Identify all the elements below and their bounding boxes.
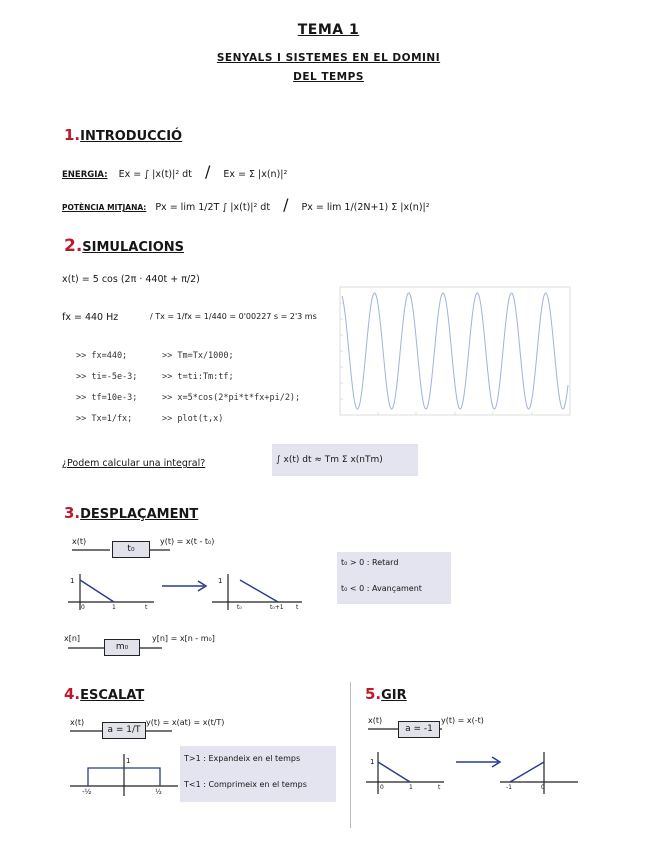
note-delay: t₀ > 0 : Retard — [341, 558, 399, 567]
cosine-plot — [338, 285, 572, 419]
power-row: POTÈNCIA MITJANA: Px = lim 1/2T ∫ |x(t)|² dt / Px = lim 1/(2N+1) Σ |x(n)|² — [62, 195, 430, 214]
scale-plot-left: -½ — [82, 788, 92, 796]
code-line: >> tf=10e-3; — [76, 393, 138, 403]
note-expand: T>1 : Expandeix en el temps — [184, 754, 301, 763]
code-line: >> plot(t,x) — [162, 414, 224, 424]
discrete-shift-block: m₀ — [104, 639, 140, 656]
shift-plot2-y: 1 — [218, 577, 223, 585]
flip-arrow — [454, 756, 504, 768]
section-number: 4. — [64, 685, 81, 703]
frequency-equation: fx = 440 Hz — [62, 312, 119, 323]
section-number: 3. — [64, 504, 81, 522]
section-title: GIR — [381, 688, 407, 703]
scale-notes-box — [180, 746, 336, 802]
code-block-left — [76, 346, 137, 430]
section-1-heading — [64, 125, 182, 144]
shift-plot-shifted — [212, 572, 304, 612]
signal-equation: x(t) = 5 cos (2π · 440t + π/2) — [62, 274, 200, 285]
section-title: DESPLAÇAMENT — [80, 507, 199, 522]
energy-row: ENERGIA: Ex = ∫ |x(t)|² dt / Ex = Σ |x(n)|² — [62, 162, 288, 181]
section-number: 1. — [64, 126, 81, 144]
shift-plot2-axis: t — [296, 604, 299, 611]
power-formula-discrete: Px = lim 1/(2N+1) Σ |x(n)|² — [301, 202, 430, 213]
energy-label: ENERGIA: — [62, 170, 108, 180]
note-advance: t₀ < 0 : Avançament — [341, 584, 422, 593]
integral-answer: ∫ x(t) dt ≈ Tm Σ x(nTm) — [272, 444, 418, 476]
section-title: ESCALAT — [80, 688, 145, 703]
shift-notes-box — [337, 552, 451, 604]
shift-plot1-x2: 1 — [112, 604, 116, 611]
shift-input-label: x(t) — [72, 537, 87, 546]
section-number: 2. — [64, 236, 83, 256]
note-compress: T<1 : Comprimeix en el temps — [184, 780, 307, 789]
shift-plot1-x1: 0 — [81, 604, 85, 611]
code-line: >> ti=-5e-3; — [76, 372, 138, 382]
flip-output-label: y(t) = x(-t) — [441, 716, 484, 725]
flip-plot-original — [366, 750, 446, 796]
flip-plot1-x2: 1 — [409, 784, 413, 791]
shift-plot1-y: 1 — [70, 577, 75, 585]
flip-plot2-x2: 0 — [541, 784, 545, 791]
section-title: INTRODUCCIÓ — [80, 129, 183, 144]
code-line: >> t=ti:Tm:tf; — [162, 372, 234, 382]
scale-block: a = 1/T — [102, 722, 146, 739]
scale-input-label: x(t) — [70, 718, 85, 727]
code-block-right — [162, 346, 300, 430]
flip-input-label: x(t) — [368, 716, 383, 725]
scale-output-label: y(t) = x(at) = x(t/T) — [146, 718, 225, 727]
section-2-heading — [64, 236, 184, 256]
shift-block: t₀ — [112, 541, 150, 558]
energy-formula-discrete: Ex = Σ |x(n)|² — [223, 169, 288, 180]
section-number: 5. — [365, 685, 382, 703]
discrete-shift-input: x[n] — [64, 634, 81, 643]
shift-plot1-axis: t — [145, 604, 148, 611]
code-line: >> x=5*cos(2*pi*t*fx+pi/2); — [162, 393, 301, 403]
flip-plot2-x1: -1 — [506, 784, 512, 791]
shift-plot2-x2: t₀+1 — [270, 604, 284, 611]
energy-formula-continuous: Ex = ∫ |x(t)|² dt — [118, 169, 192, 180]
page-title: TEMA 1 — [297, 22, 360, 38]
flip-plot-flipped — [500, 750, 580, 796]
flip-plot1-axis: t — [438, 784, 441, 791]
flip-plot1-x1: 0 — [380, 784, 384, 791]
integral-question: ¿Podem calcular una integral? — [62, 458, 206, 469]
code-line: >> Tx=1/fx; — [76, 414, 133, 424]
shift-arrow — [160, 580, 210, 592]
flip-block: a = -1 — [398, 721, 440, 738]
section-divider — [350, 682, 351, 828]
scale-plot-right: ½ — [155, 788, 162, 796]
scale-plot-y: 1 — [126, 757, 131, 765]
page-subtitle-2: DEL TEMPS — [293, 71, 364, 83]
page-subtitle: SENYALS I SISTEMES EN EL DOMINI — [216, 52, 441, 64]
flip-plot1-y: 1 — [370, 758, 375, 766]
period-equation: / Tx = 1/fx = 1/440 = 0'00227 s = 2'3 ms — [150, 312, 317, 321]
shift-plot2-x1: t₀ — [237, 604, 242, 611]
discrete-shift-output: y[n] = x[n - m₀] — [152, 634, 215, 643]
shift-output-label: y(t) = x(t - t₀) — [160, 537, 215, 546]
power-formula-continuous: Px = lim 1/2T ∫ |x(t)|² dt — [155, 202, 271, 213]
code-line: >> fx=440; — [76, 351, 128, 361]
code-line: >> Tm=Tx/1000; — [162, 351, 234, 361]
section-title: SIMULACIONS — [82, 240, 185, 255]
power-label: POTÈNCIA MITJANA: — [62, 203, 147, 212]
section-5-heading — [365, 684, 407, 703]
section-4-heading — [64, 684, 144, 703]
section-3-heading — [64, 503, 198, 522]
